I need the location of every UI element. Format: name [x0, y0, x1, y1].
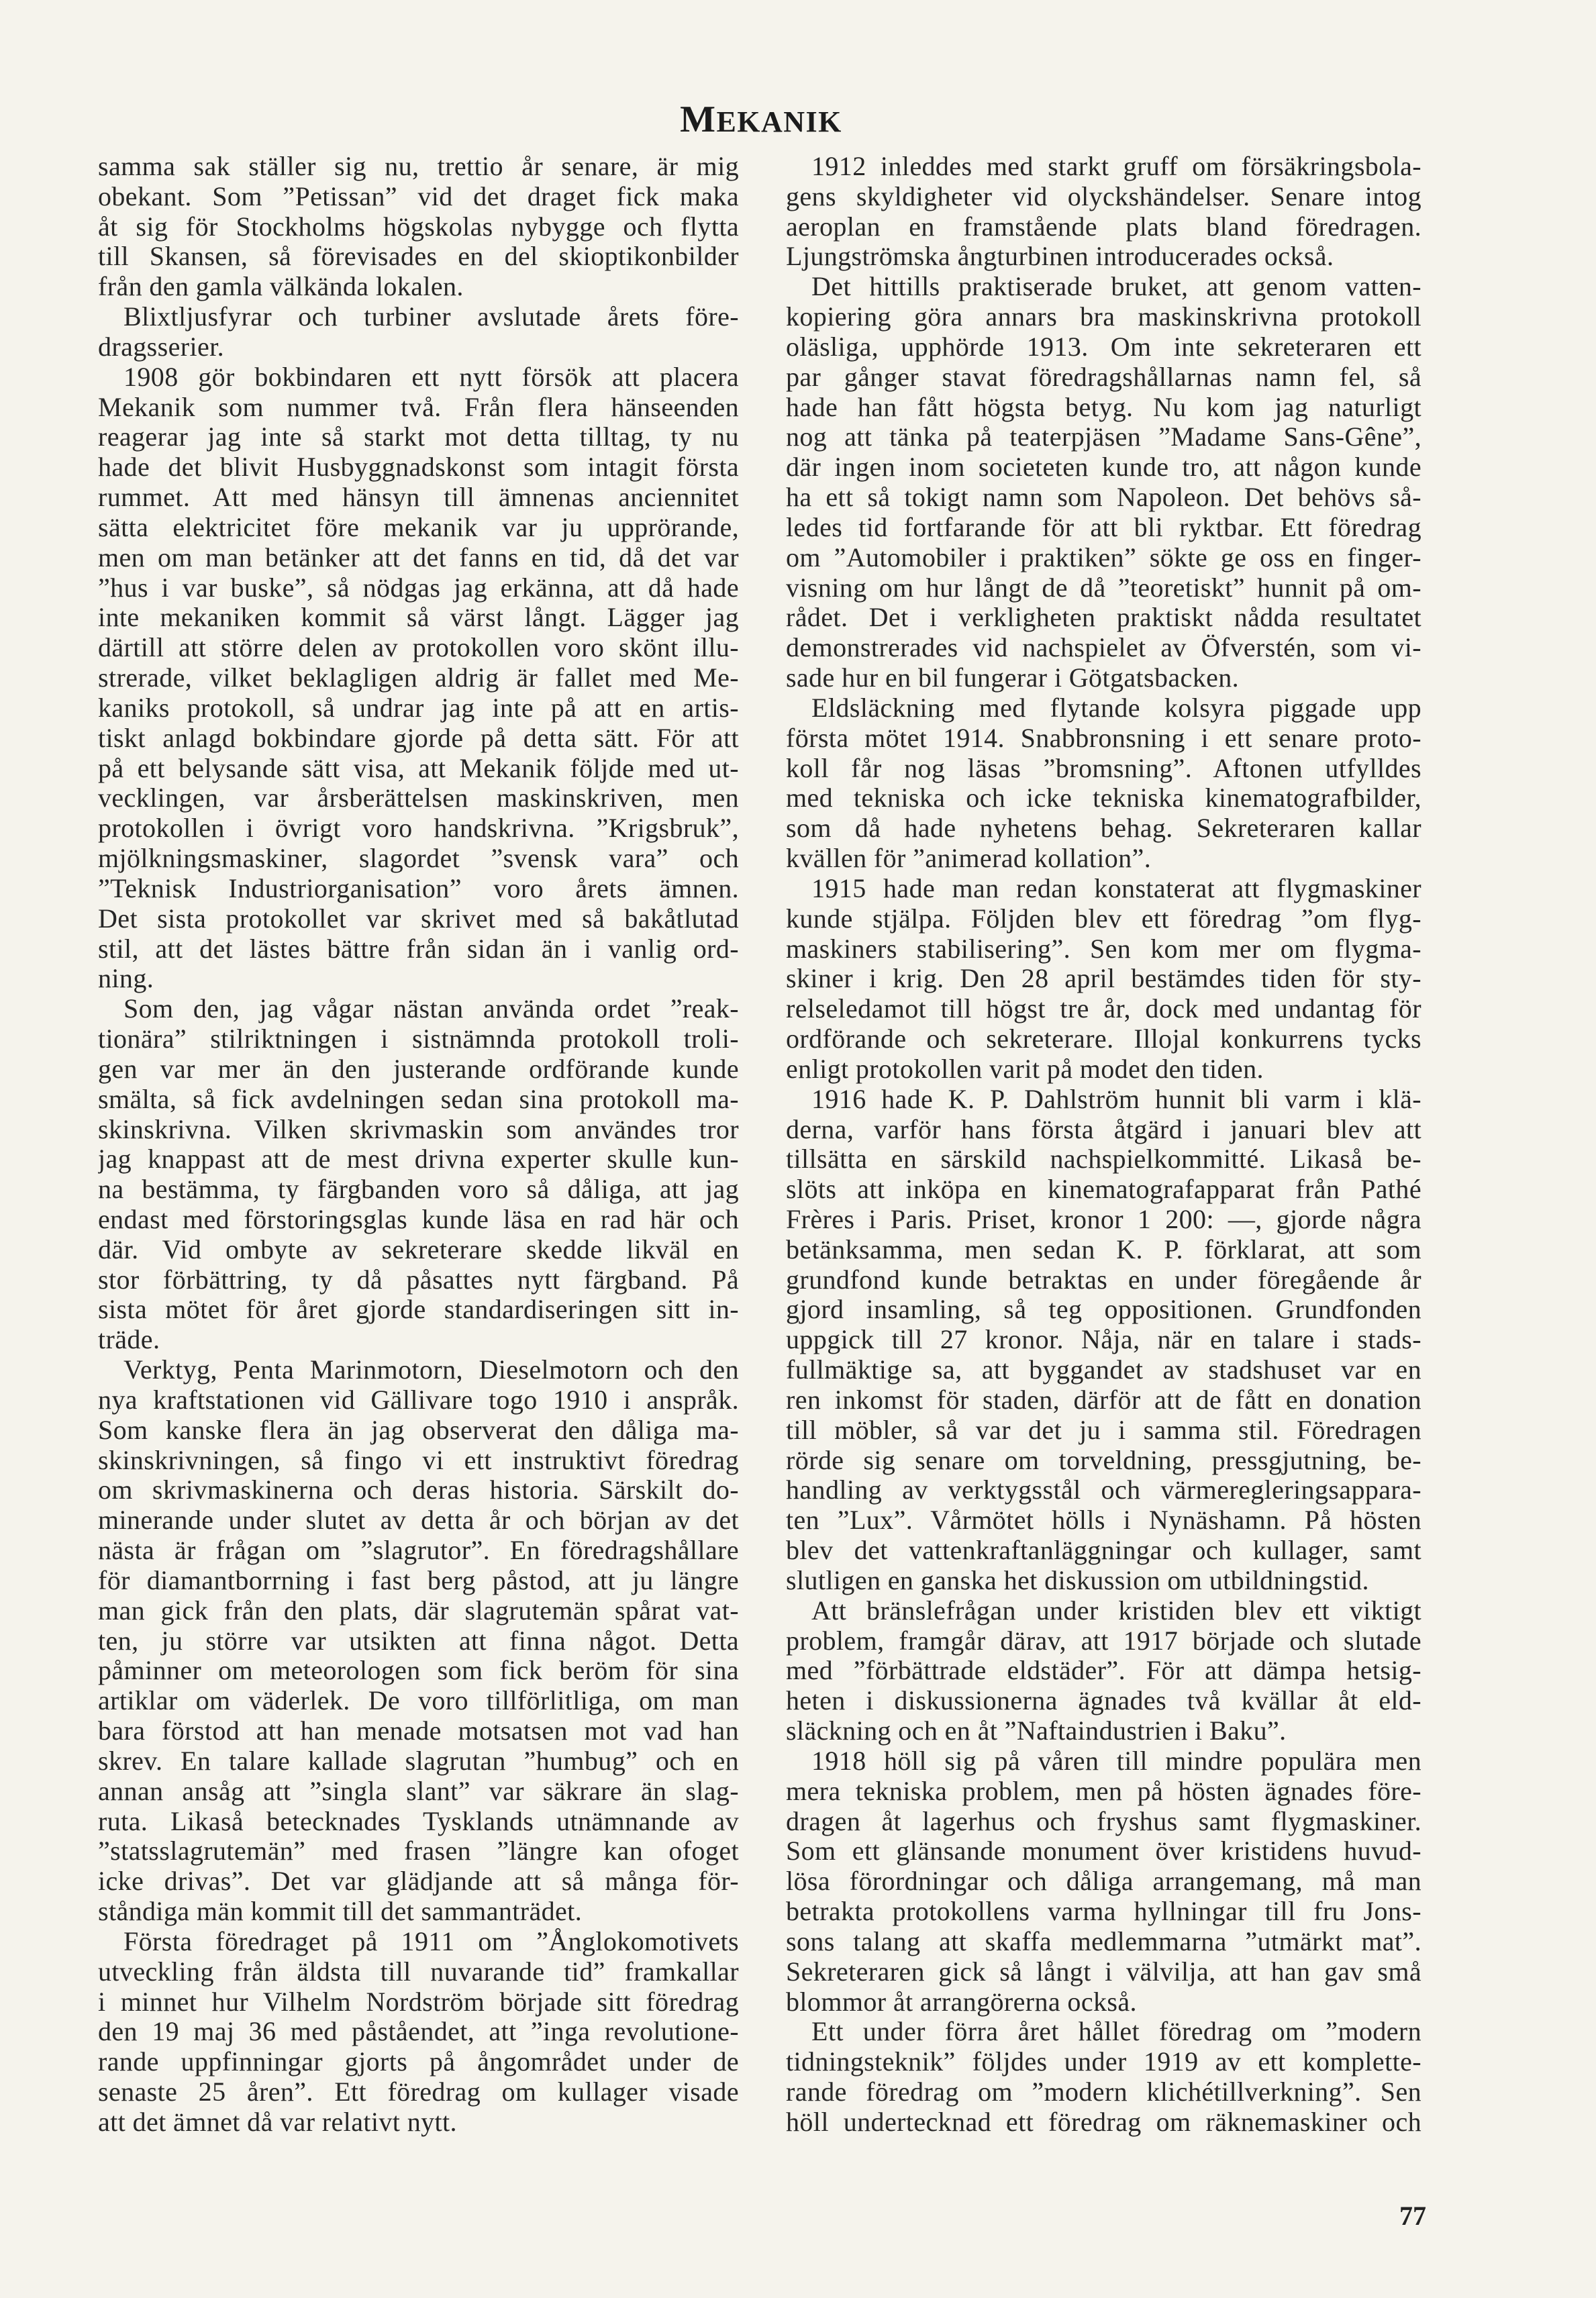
text-line: Det sista protokollet var skrivet med så bakåtlutad: [98, 903, 739, 934]
text-line: sätta elektricitet före mekanik var ju upprörande,: [98, 512, 739, 542]
text-line: endast med förstoringsglas kunde läsa en rad här och: [98, 1204, 739, 1234]
text-line: rummet. Att med hänsyn till ämnenas anciennitet: [98, 483, 739, 513]
text-line: ”hus i var buske”, så nödgas jag erkänna, att då hade: [98, 572, 739, 603]
text-line: handling av verktygsstål och värmeregleringsappara-: [786, 1475, 1422, 1505]
text-line: bara förstod att han menade motsatsen mot vad han: [98, 1716, 739, 1746]
text-line: nog att tänka på teaterpjäsen ”Madame Sans-Gêne”,: [786, 422, 1422, 452]
text-line: tillsätta en särskild nachspielkommitté. Likaså be-: [786, 1144, 1422, 1175]
paragraph: [786, 272, 1422, 693]
text-line: ”Teknisk Industriorganisation” voro årets ämnen.: [98, 873, 739, 903]
text-line: rörde sig senare om torveldning, pressgjutning, be-: [786, 1445, 1422, 1475]
text-line: ha ett så tokigt namn som Napoleon. Det behövs så-: [786, 483, 1422, 513]
text-line: Eldsläckning med flytande kolsyra piggade upp: [811, 693, 1422, 723]
text-line: blev det vattenkraftanläggningar och kullager, samt: [786, 1536, 1422, 1566]
text-line: minerande under slutet av detta år och början av det: [98, 1505, 739, 1536]
text-line: ståndiga män kommit till det sammanträdet.: [98, 1897, 583, 1927]
text-line: Mekanik som nummer två. Från flera hänseenden: [98, 392, 739, 422]
text-line: den 19 maj 36 med påståendet, att ”inga revolutione-: [98, 2017, 739, 2047]
text-line: Som kanske flera än jag observerat den dåliga ma-: [98, 1415, 739, 1445]
text-line: demonstrerades vid nachspielet av Öfverstén, som vi-: [786, 633, 1422, 663]
text-line: skiner i krig. Den 28 april bestämdes tiden för sty-: [786, 964, 1422, 994]
text-line: Sekreteraren gick så långt i välvilja, att han gav små: [786, 1956, 1422, 1987]
text-line: Som ett glänsande monument över kristidens huvud-: [786, 1836, 1422, 1866]
text-line: inte mekaniken kommit så värst långt. Lägger jag: [98, 603, 739, 633]
text-line: slutligen en ganska het diskussion om utbildningstid.: [786, 1565, 1369, 1595]
text-line: sons talang att skaffa medlemmarna ”utmärkt mat”.: [786, 1926, 1422, 1956]
text-line: där. Vid ombyte av sekreterare skedde likväl en: [98, 1234, 739, 1264]
text-line: att det ämnet då var relativt nytt.: [98, 2107, 457, 2137]
text-line: till Skansen, så förevisades en del skioptikonbilder: [98, 242, 739, 272]
text-line: reagerar jag inte så starkt mot detta tilltag, ty nu: [98, 422, 739, 452]
paragraph: [786, 874, 1422, 1085]
text-line: men om man betänker att det fanns en tid, då det var: [98, 542, 739, 572]
text-line: med ”förbättrade eldstäder”. För att dämpa hetsig-: [786, 1656, 1422, 1686]
text-line: skinskrivningen, så fingo vi ett instruktivt föredrag: [98, 1445, 739, 1475]
text-line: Det hittills praktiserade bruket, att genom vatten-: [811, 272, 1422, 302]
text-line: betänksamma, men sedan K. P. förklarat, att som: [786, 1234, 1422, 1264]
text-line: slöts att inköpa en kinematografapparat från Pathé: [786, 1175, 1422, 1205]
text-line: första mötet 1914. Snabbronsning i ett senare proto-: [786, 723, 1422, 753]
text-line: ruta. Likaså betecknades Tysklands utnämnande av: [98, 1806, 739, 1836]
text-line: ning.: [98, 964, 154, 994]
text-line: visning om hur långt de då ”teoretiskt” hunnit på om-: [786, 572, 1422, 603]
text-line: heten i diskussionerna ägnades två kvällar åt eld-: [786, 1686, 1422, 1716]
paragraph: [786, 152, 1422, 272]
text-line: hade han fått högsta betyg. Nu kom jag naturligt: [786, 392, 1422, 422]
text-line: grundfond kunde betraktas en under föregående år: [786, 1264, 1422, 1295]
text-line: annan ansåg att ”singla slant” var säkrare än slag-: [98, 1776, 739, 1806]
paragraph: [98, 362, 739, 994]
text-line: till möbler, så var det ju i samma stil. Föredragen: [786, 1415, 1422, 1445]
paragraph: [98, 994, 739, 1355]
text-line: rande uppfinningar gjorts på ångområdet under de: [98, 2047, 739, 2077]
text-line: relseledamot till högst tre år, dock med undantag för: [786, 994, 1422, 1024]
text-line: tidningsteknik” följdes under 1919 av ett komplette-: [786, 2047, 1422, 2077]
text-line: obekant. Som ”Petissan” vid det draget fick maka: [98, 181, 739, 211]
page-number: 77: [1399, 2201, 1426, 2231]
text-line: stor förbättring, ty då påsattes nytt färgband. På: [98, 1264, 739, 1295]
text-line: enligt protokollen varit på modet den tiden.: [786, 1054, 1264, 1084]
paragraph: [786, 2017, 1422, 2137]
right-column: [786, 152, 1422, 2138]
paragraph: [98, 302, 739, 362]
text-line: Ljungströmska ångturbinen introducerades också.: [786, 242, 1334, 272]
text-line: Verktyg, Penta Marinmotorn, Dieselmotorn och den: [123, 1355, 739, 1385]
text-line: från den gamla välkända lokalen.: [98, 272, 464, 302]
text-line: därtill att större delen av protokollen voro skönt illu-: [98, 633, 739, 663]
left-column: [98, 152, 739, 2138]
text-line: 1912 inleddes med starkt gruff om försäkringsbola-: [811, 152, 1422, 181]
text-line: dragsserier.: [98, 332, 225, 362]
text-line: rande föredrag om ”modern klichétillverkning”. Sen: [786, 2077, 1422, 2107]
text-line: blommor åt arrangörerna också.: [786, 1987, 1137, 2017]
text-line: hade det blivit Husbyggnadskonst som intagit första: [98, 452, 739, 483]
text-line: Ett under förra året hållet föredrag om ”modern: [811, 2017, 1422, 2047]
paragraph: [786, 693, 1422, 874]
text-line: jag knappast att de mest drivna experter skulle kun-: [98, 1144, 739, 1175]
paragraph: [786, 1746, 1422, 2017]
paragraph: [786, 1596, 1422, 1746]
text-line: senaste 25 åren”. Ett föredrag om kullager visade: [98, 2077, 739, 2107]
text-line: kvällen för ”animerad kollation”.: [786, 844, 1152, 874]
text-line: Att bränslefrågan under kristiden blev ett viktigt: [811, 1595, 1422, 1626]
text-line: ledes tid fortfarande för att bli ryktbar. Ett föredrag: [786, 512, 1422, 542]
text-line: ten, ju större var utsikten att finna något. Detta: [98, 1626, 739, 1656]
text-line: uppgick till 27 kronor. Nåja, när en talare i stads-: [786, 1325, 1422, 1355]
text-line: ren inkomst för staden, därför att de fått en donation: [786, 1385, 1422, 1415]
text-line: aeroplan en framstående plats bland föredragen.: [786, 211, 1422, 242]
text-line: påminner om meteorologen som fick beröm för sina: [98, 1656, 739, 1686]
text-line: na bestämma, ty färgbanden voro så dåliga, att jag: [98, 1175, 739, 1205]
running-head: MEKANIK: [680, 99, 842, 140]
text-line: lösa förordningar och dåliga arrangemang, må man: [786, 1866, 1422, 1897]
text-line: träde.: [98, 1325, 160, 1355]
text-line: ten ”Lux”. Vårmötet hölls i Nynäshamn. På hösten: [786, 1505, 1422, 1536]
text-line: smälta, så fick avdelningen sedan sina protokoll ma-: [98, 1084, 739, 1114]
text-line: 1916 hade K. P. Dahlström hunnit bli varm i klä-: [811, 1084, 1422, 1114]
text-line: om skrivmaskinerna och deras historia. Särskilt do-: [98, 1475, 739, 1505]
text-line: 1918 höll sig på våren till mindre populära men: [811, 1746, 1422, 1776]
paragraph: [786, 1085, 1422, 1596]
text-line: nya kraftstationen vid Gällivare togo 1910 i anspråk.: [98, 1385, 739, 1415]
text-line: skrev. En talare kallade slagrutan ”humbug” och en: [98, 1746, 739, 1776]
text-line: maskiners stabilisering”. Sen kom mer om flygma-: [786, 934, 1422, 964]
text-line: gen var mer än den justerande ordförande kunde: [98, 1054, 739, 1084]
text-line: på ett belysande sätt visa, att Mekanik följde med ut-: [98, 753, 739, 783]
text-line: gjord insamling, så teg oppositionen. Grundfonden: [786, 1295, 1422, 1325]
text-line: 1915 hade man redan konstaterat att flygmaskiner: [811, 873, 1422, 903]
text-line: tiskt anlagd bokbindare gjorde på detta sätt. För att: [98, 723, 739, 753]
text-line: ”statsslagrutemän” med frasen ”längre kan ofoget: [98, 1836, 739, 1866]
text-line: derna, varför hans första åtgärd i januari blev att: [786, 1114, 1422, 1144]
text-line: ordförande och sekreterare. Illojal konkurrens tycks: [786, 1024, 1422, 1054]
text-line: Som den, jag vågar nästan använda ordet ”reak-: [123, 994, 739, 1024]
text-line: oläsliga, upphörde 1913. Om inte sekreteraren ett: [786, 332, 1422, 362]
text-line: kaniks protokoll, så undrar jag inte på att en artis-: [98, 693, 739, 723]
text-line: 1908 gör bokbindaren ett nytt försök att placera: [123, 362, 739, 392]
text-line: med tekniska och icke tekniska kinematografbilder,: [786, 783, 1422, 813]
text-line: strerade, vilket beklagligen aldrig är fallet med Me-: [98, 663, 739, 693]
text-line: mjölkningsmaskiner, slagordet ”svensk vara” och: [98, 844, 739, 874]
text-line: tionära” stilriktningen i sistnämnda protokoll troli-: [98, 1024, 739, 1054]
text-line: höll undertecknad ett föredrag om räknemaskiner och: [786, 2107, 1422, 2137]
text-line: släckning och en åt ”Naftaindustrien i Baku”.: [786, 1716, 1287, 1746]
paragraph: [98, 1927, 739, 2138]
text-line: sade hur en bil fungerar i Götgatsbacken.: [786, 663, 1240, 693]
text-line: protokollen i övrigt voro handskrivna. ”Krigsbruk”,: [98, 813, 739, 844]
text-line: vecklingen, var årsberättelsen maskinskriven, men: [98, 783, 739, 813]
text-line: åt sig för Stockholms högskolas nybygge och flytta: [98, 211, 739, 242]
text-line: Första föredraget på 1911 om ”Ånglokomotivets: [123, 1926, 739, 1956]
text-line: problem, framgår därav, att 1917 började och slutade: [786, 1626, 1422, 1656]
paragraph: [98, 1355, 739, 1927]
text-line: fullmäktige sa, att byggandet av stadshuset var en: [786, 1355, 1422, 1385]
text-line: dragen åt lagerhus och fryshus samt flygmaskiner.: [786, 1806, 1422, 1836]
text-line: som då hade nyhetens behag. Sekreteraren kallar: [786, 813, 1422, 844]
text-line: kunde stjälpa. Följden blev ett föredrag ”om flyg-: [786, 903, 1422, 934]
text-line: mera tekniska problem, men på hösten ägnades före-: [786, 1776, 1422, 1806]
text-line: utveckling från äldsta till nuvarande tid” framkallar: [98, 1956, 739, 1987]
text-line: Frères i Paris. Priset, kronor 1 200: —, gjorde några: [786, 1204, 1422, 1234]
text-line: där ingen inom societeten kunde tro, att någon kunde: [786, 452, 1422, 483]
text-line: gens skyldigheter vid olyckshändelser. Senare intog: [786, 181, 1422, 211]
text-line: man gick från den plats, där slagrutemän spårat vat-: [98, 1595, 739, 1626]
text-line: betrakta protokollens varma hyllningar till fru Jons-: [786, 1897, 1422, 1927]
text-line: kopiering göra annars bra maskinskrivna protokoll: [786, 302, 1422, 332]
text-line: artiklar om väderlek. De voro tillförlitliga, om man: [98, 1686, 739, 1716]
text-line: skinskrivna. Vilken skrivmaskin som användes tror: [98, 1114, 739, 1144]
paragraph: [98, 152, 739, 302]
text-line: sista mötet för året gjorde standardiseringen sitt in-: [98, 1295, 739, 1325]
text-line: stil, att det lästes bättre från sidan än i vanlig ord-: [98, 934, 739, 964]
text-line: samma sak ställer sig nu, trettio år senare, är mig: [98, 152, 739, 181]
text-line: för diamantborrning i fast berg påstod, att ju längre: [98, 1565, 739, 1595]
text-line: Blixtljusfyrar och turbiner avslutade årets före-: [123, 302, 739, 332]
text-line: om ”Automobiler i praktiken” sökte ge oss en finger-: [786, 542, 1422, 572]
text-line: nästa är frågan om ”slagrutor”. En föredragshållare: [98, 1536, 739, 1566]
text-line: par gånger stavat föredragshållarnas namn fel, så: [786, 362, 1422, 392]
text-line: i minnet hur Vilhelm Nordström började sitt föredrag: [98, 1987, 739, 2017]
text-line: koll får nog läsas ”bromsning”. Aftonen utfylldes: [786, 753, 1422, 783]
text-line: icke drivas”. Det var glädjande att så många för-: [98, 1866, 739, 1897]
text-line: rådet. Det i verkligheten praktiskt nådda resultatet: [786, 603, 1422, 633]
